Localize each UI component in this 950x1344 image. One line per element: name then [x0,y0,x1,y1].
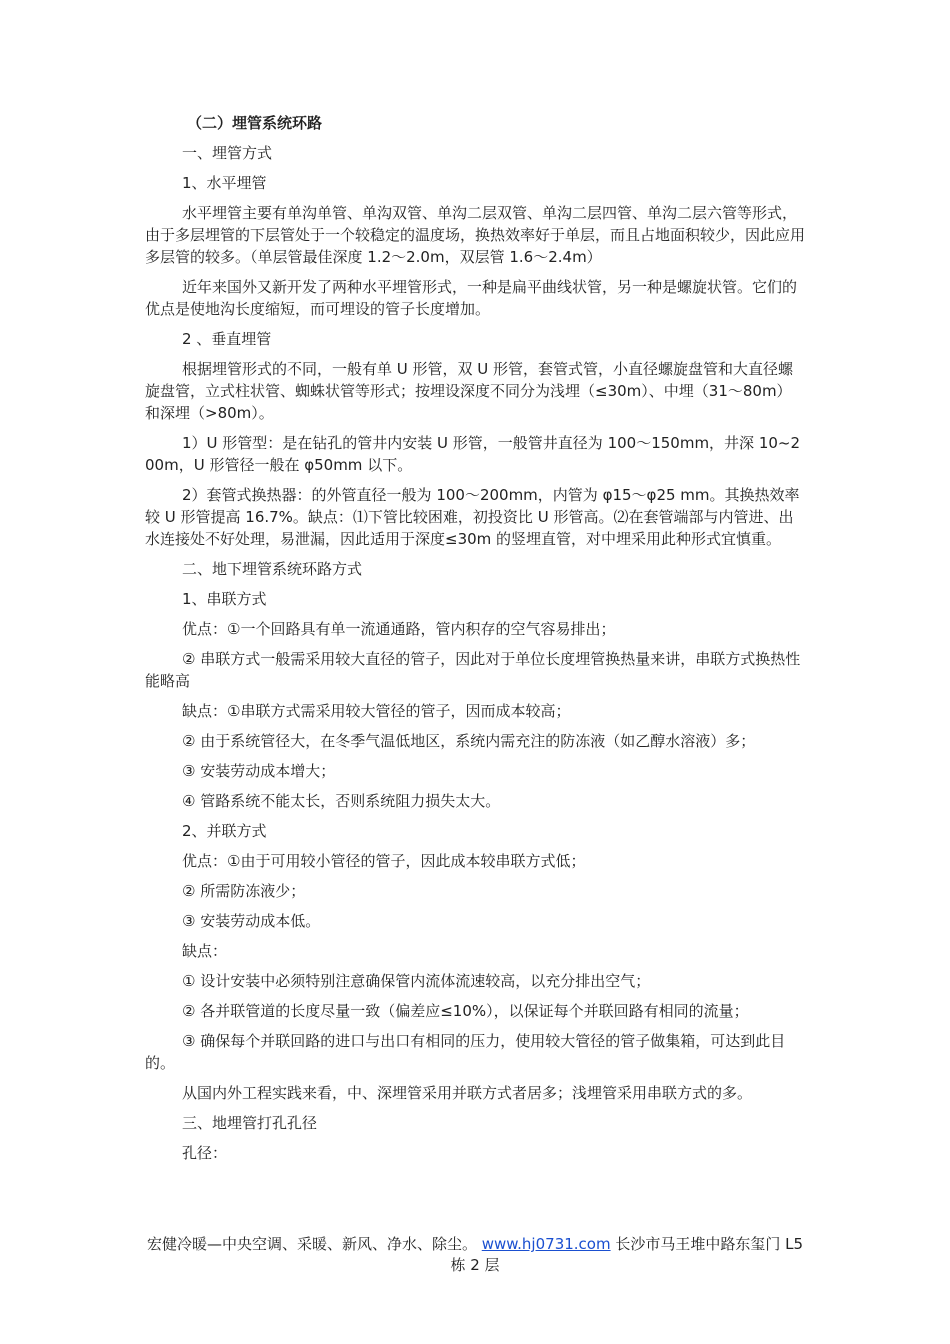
paragraph: 1、水平埋管 [182,174,267,192]
paragraph: 水平埋管主要有单沟单管、单沟双管、单沟二层双管、单沟二层四管、单沟二层六管等形式，由于多层埋管的下层管处于一个较稳定的温度场，换热效率好于单层，而且占地面积较少，因此应用多层管的较多。（单层管最佳深度 1.2～2.0m，双层管 1.6～2.4m） [145,204,806,266]
section-title: （二）埋管系统环路 [187,114,323,132]
paragraph: 根据埋管形式的不同，一般有单 U 形管，双 U 形管，套管式管，小直径螺旋盘管和大直径螺旋盘管，立式柱状管、蜘蛛状管等形式；按埋设深度不同分为浅埋（≤30m）、中埋（31～80m）和深埋（>80m）。 [145,360,794,422]
paragraph: 近年来国外又新开发了两种水平埋管形式，一种是扁平曲线状管，另一种是螺旋状管。它们的优点是使地沟长度缩短，而可埋设的管子长度增加。 [145,278,798,318]
paragraph: 2、并联方式 [182,822,267,840]
paragraph: 一、埋管方式 [182,144,273,162]
footer-website-link[interactable]: www.hj0731.com [481,1235,611,1253]
footer-company: 宏健冷暖—中央空调、采暖、新风、净水、除尘。 [146,1235,477,1253]
paragraph: ② 各并联管道的长度尽量一致（偏差应≤10%），以保证每个并联回路有相同的流量； [182,1002,749,1020]
page-footer [145,1234,805,1276]
paragraph: 1）U 形管型：是在钻孔的管井内安装 U 形管，一般管井直径为 100～150mm，井深 10~200m，U 形管径一般在 φ50mm 以下。 [145,434,801,474]
paragraph: 缺点：①串联方式需采用较大管径的管子，因而成本较高； [182,702,571,720]
paragraph: ③ 安装劳动成本低。 [182,912,321,930]
paragraph-list [145,142,805,1164]
paragraph: 1、串联方式 [182,590,267,608]
paragraph: ③ 安装劳动成本增大； [182,762,336,780]
paragraph: 孔径： [182,1144,228,1162]
paragraph: ③ 确保每个并联回路的进口与出口有相同的压力，使用较大管径的管子做集箱，可达到此目的。 [145,1032,786,1072]
paragraph: 优点：①一个回路具有单一流通通路，管内积存的空气容易排出； [182,620,616,638]
paragraph: 2 、垂直埋管 [182,330,272,348]
paragraph: 二、地下埋管系统环路方式 [182,560,363,578]
paragraph: ① 设计安装中必须特别注意确保管内流体流速较高，以充分排出空气； [182,972,651,990]
paragraph: ② 由于系统管径大，在冬季气温低地区，系统内需充注的防冻液（如乙醇水溶液）多； [182,732,756,750]
paragraph: 2）套管式换热器：的外管直径一般为 100～200mm，内管为 φ15～φ25 mm。其换热效率较 U 形管提高 16.7%。缺点：⑴下管比较困难，初投资比 U 形管高。⑵在套管端部与内管进、出水连接处不好处理，易泄漏，因此适用于深度≤30m 的竖埋直管，对中埋采用此种形式宜慎重。 [145,486,800,548]
footer-address: 长沙市马王堆中路东玺门 L5 栋 2 层 [450,1235,804,1274]
paragraph: ② 所需防冻液少； [182,882,306,900]
paragraph: ④ 管路系统不能太长，否则系统阻力损失太大。 [182,792,501,810]
document-body [145,112,805,1172]
paragraph: 三、地埋管打孔孔径 [182,1114,318,1132]
paragraph: 缺点： [182,942,228,960]
paragraph: 优点：①由于可用较小管径的管子，因此成本较串联方式低； [182,852,586,870]
paragraph: ② 串联方式一般需采用较大直径的管子，因此对于单位长度埋管换热量来讲，串联方式换热性能略高 [145,650,801,690]
paragraph: 从国内外工程实践来看，中、深埋管采用并联方式者居多；浅埋管采用串联方式的多。 [182,1084,753,1102]
